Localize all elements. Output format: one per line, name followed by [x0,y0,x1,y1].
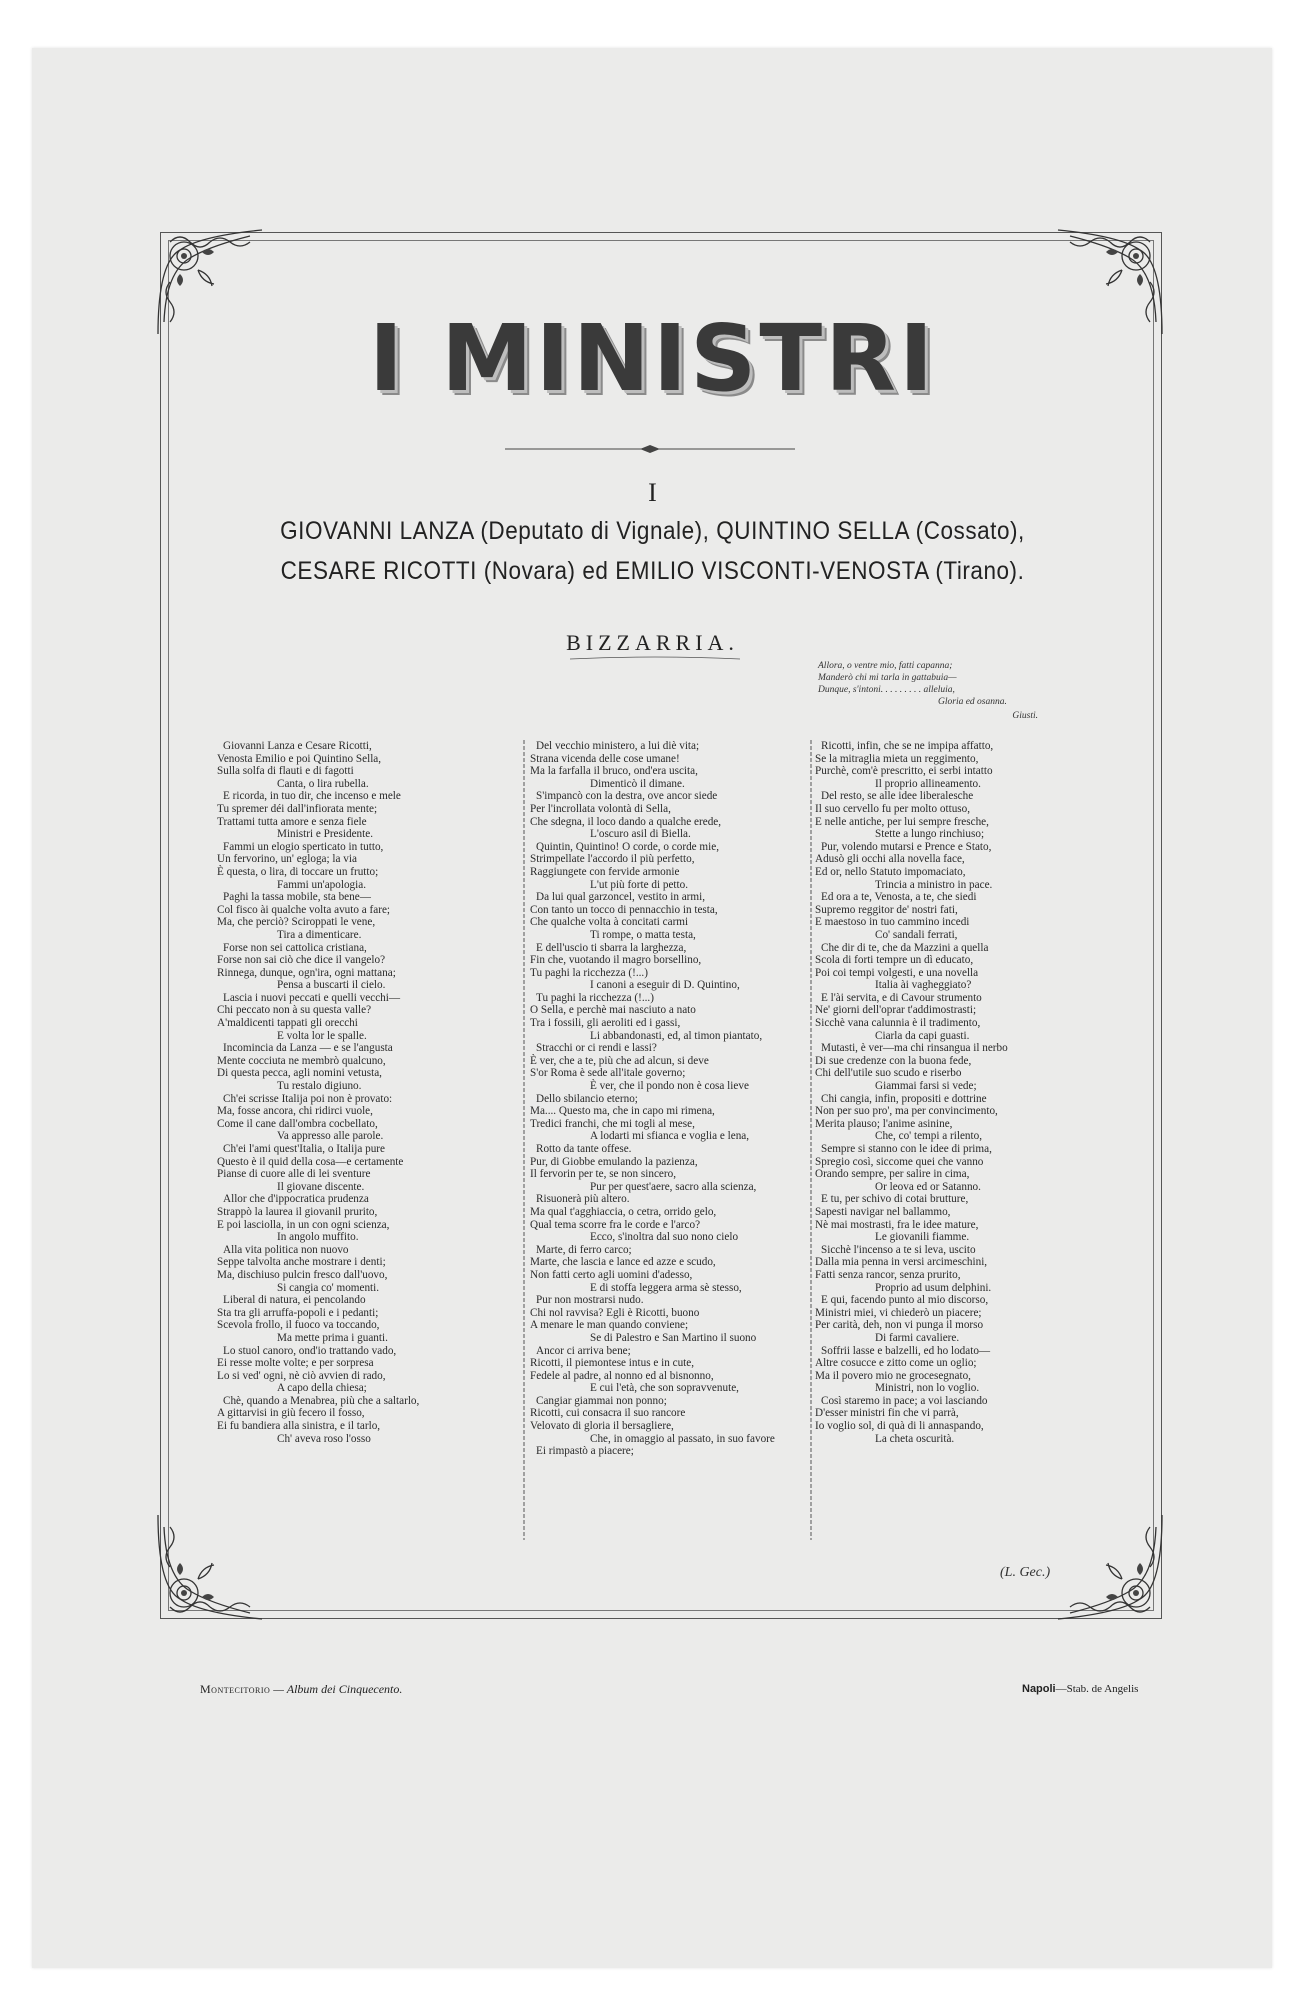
poem-line: Trincia a ministro in pace. [875,878,993,891]
poem-line: Adusò gli occhi alla novella face, [815,853,965,866]
epigraph [818,660,1078,722]
poem-line: E dell'uscio ti sbarra la larghezza, [536,941,687,954]
poem-line: Ch'ei l'ami quest'Italia, o Italija pure [223,1143,386,1155]
poem-line: Altre cosucce e zitto come un oglio; [815,1357,977,1370]
footer-city: Napoli [1022,1683,1056,1695]
poem-column-3 [815,740,1120,1445]
genre-heading: BIZZARRIA. [566,630,739,655]
poem-line: Con tanto un tocco di pennacchio in testa, [530,903,718,916]
poem-line: Ti rompe, o matta testa, [590,928,696,941]
poem-line: Or leova ed or Satanno. [875,1180,981,1193]
poem-line: Scevola frollo, il fuoco va toccando, [217,1319,380,1332]
poem-line: L'oscuro asil di Biella. [590,828,691,841]
poem-line: Ma, che perciò? Sciroppati le vene, [217,916,376,929]
genre-underline [560,656,750,662]
poem-line: E nelle antiche, per lui sempre fresche, [815,815,989,828]
poem-line: Merita plauso; l'anime asinine, [815,1117,953,1130]
poem-line: E maestoso in tuo cammino incedi [815,916,970,929]
poem-line: Ma qual t'agghiaccia, o cetra, orrido gelo, [530,1205,717,1218]
epigraph-line: Dunque, s'intoni. . . . . . . . . alleluia, [818,685,955,695]
poem-line: Liberal di natura, ei pencolando [223,1294,366,1307]
column-separator [523,740,525,1540]
poem-line: Che, co' tempi a rilento, [875,1130,983,1143]
poem-line: Fammi un'apologia. [277,878,367,891]
poem-line: Per l'incrollata volontà di Sella, [530,802,671,815]
poem-line: Co' sandali ferrati, [875,928,958,941]
poem-line: È ver, che il pondo non è cosa lieve [590,1080,749,1093]
poem-line: Marte, di ferro carco; [536,1243,632,1256]
poem-line: È questa, o lira, di toccare un frutto; [217,865,379,878]
subtitle-line-2: CESARE RICOTTI (Novara) ed EMILIO VISCONTI-VENOSTA (Tirano). [280,557,1025,585]
poem-line: Spregio così, siccome quei che vanno [815,1155,984,1168]
poem-column-2 [530,740,835,1458]
footer-place: Montecitorio [200,1682,271,1696]
poem-line: D'esser ministri fin che vi parrà, [815,1407,959,1420]
poem-line: Ma mette prima i guanti. [277,1331,388,1344]
poem-line: Come il cane dall'ombra cocbellato, [217,1117,378,1130]
poem-line: Chi peccato non à su questa valle? [217,1004,372,1017]
author-signature: (L. Gec.) [1000,1565,1051,1580]
poem-line: Ecco, s'inoltra dal suo nono cielo [590,1231,739,1244]
poem-line: Venosta Emilio e poi Quintino Sella, [217,752,382,765]
poem-line: Ma il povero mio ne grocesegnato, [815,1369,971,1382]
poem-line: Giovanni Lanza e Cesare Ricotti, [223,740,372,752]
poem-line: Ed or, nello Statuto impomaciato, [815,865,966,878]
poem-line: Giammai farsi si vede; [875,1080,977,1093]
poem-line: Ei fu bandiera alla sinistra, e il tarlo, [217,1420,381,1433]
poem-line: Marte, che lascia e lance ed azze e scudo, [530,1256,716,1269]
poem-line: Si cangia co' momenti. [277,1281,380,1294]
poem-line: Pur, di Giobbe emulando la pazienza, [530,1155,698,1168]
poem-line: E volta lor le spalle. [277,1029,367,1042]
poem-line: Canta, o lira rubella. [277,777,369,790]
poem-line: Del vecchio ministero, a lui diè vita; [536,740,700,752]
epigraph-attribution: Giusti. [1012,711,1038,721]
poem-line: Ma.... Questo ma, che in capo mi rimena, [530,1105,715,1118]
poem-line: Col fisco ài qualche volta avuto a fare; [217,903,391,916]
poem-line: Tu paghi la ricchezza (!...) [530,966,648,979]
poem-line: Sta tra gli arruffa-popoli e i pedanti; [217,1306,379,1319]
poem-line: Stracchi or ci rendi e lassi? [536,1042,657,1055]
poem-line: L'ut più forte di petto. [590,878,689,891]
poem-line: Tredici franchi, che mi togli al mese, [530,1117,695,1130]
poem-line: E l'ài servita, e di Cavour strumento [821,991,982,1004]
poem-line: A menare le man quando conviene; [530,1319,689,1332]
poem-line: Se di Palestro e San Martino il suono [590,1331,757,1344]
poem-line: Paghi la tassa mobile, sta bene— [223,891,371,904]
poem-line: Dalla mia penna in versi arcimeschini, [815,1256,988,1269]
poem-line: Fammi un elogio sperticato in tutto, [223,840,384,853]
poem-line: I canoni a eseguir di D. Quintino, [590,979,740,992]
poem-line: Ministri, non lo voglio. [875,1382,980,1395]
poem-line: A gittarvisi in giù fecero il fosso, [217,1407,365,1420]
poem-line: Dello sbilancio eterno; [536,1092,638,1105]
poem-line: Tu spremer déi dall'infiorata mente; [217,802,378,815]
poem-line: Tu restalo digiuno. [277,1080,362,1093]
poem-line: Ancor ci arriva bene; [536,1344,631,1357]
poem-line: Che sdegna, il loco dando a qualche erede, [530,815,722,828]
poem-line: Di questa pecca, agli nomini vetusta, [217,1067,382,1080]
poem-line: È ver, che a te, più che ad alcun, si deve [530,1054,709,1067]
poem-line: Qual tema scorre fra le corde e l'arco? [530,1218,701,1231]
poem-line: Un fervorino, un' egloga; la via [217,853,357,866]
poem-line: Mente cocciuta ne membrò qualcuno, [217,1054,386,1067]
poem-line: Sulla solfa di flauti e di fagotti [217,765,354,778]
poem-line: A capo della chiesa; [277,1382,367,1395]
poem-line: E poi lasciolla, in un con ogni scienza, [217,1218,390,1231]
poem-line: Orando sempre, per salire in cima, [815,1168,970,1181]
poem-line: Rinnega, dunque, ogn'ira, ogni mattana; [217,966,396,979]
poem-line: Ed ora a te, Venosta, a te, che siedi [821,891,977,904]
corner-ornament-icon [150,1507,270,1627]
poem-line: Incomincia da Lanza — e se l'angusta [223,1042,393,1055]
poem-line: Ch' aveva roso l'osso [277,1432,371,1445]
poem-line: Strana vicenda delle cose umane! [530,752,680,765]
poem-line: Tu paghi la ricchezza (!...) [536,991,654,1004]
footer-album: — Album dei Cinquecento. [273,1682,403,1696]
section-number: I [648,478,657,507]
poem-line: E di stoffa leggera arma sè stesso, [590,1281,742,1294]
poem-line: Proprio ad usum delphini. [875,1281,992,1294]
poem-line: Li abbandonasti, ed, al timon piantato, [590,1029,763,1042]
poem-line: La cheta oscurità. [875,1432,955,1445]
title-divider [505,444,795,454]
poem-line: Strimpellate l'accordo il più perfetto, [530,853,695,866]
poem-line: Questo è il quid della cosa—e certamente [217,1155,404,1168]
poem-line: Così staremo in pace; a voi lasciando [821,1394,988,1407]
poem-line: Scola di forti tempre un dì educato, [815,954,974,967]
poem-line: Pur per quest'aere, sacro alla scienza, [590,1180,757,1193]
poem-line: Sapesti navigar nel ballammo, [815,1205,951,1218]
poem-line: Di sue credenze con la buona fede, [815,1054,972,1067]
poem-line: Purchè, com'è prescritto, ei serbi intatto [815,765,993,778]
poem-line: Che dir di te, che da Mazzini a quella [821,941,989,954]
poem-line: Ministri miei, vi chiederò un piacere; [815,1306,982,1319]
poem-line: Risuonerà più altero. [536,1193,630,1206]
poem-line: In angolo muffito. [277,1231,359,1244]
poem-line: S'impancò con la destra, ove ancor siede [536,790,718,803]
poem-line: Chi dell'utile suo scudo e riserbo [815,1067,962,1080]
corner-ornament-icon [1050,1507,1170,1627]
poem-line: Il fervorin per te, se non sincero, [530,1168,677,1181]
poem-line: Cangiar giammai non ponno; [536,1394,667,1407]
poem-line: Lascia i nuovi peccati e quelli vecchi— [223,991,401,1004]
poem-line: Trattami tutta amore e senza fiele [217,815,367,828]
poem-line: Di farmi cavaliere. [875,1331,960,1344]
poem-line: Dimenticò il dimane. [590,777,685,790]
poem-line: Pur, volendo mutarsi e Prence e Stato, [821,840,992,853]
poem-line: Ricotti, il piemontese intus e in cute, [530,1357,695,1370]
footer-printer [1022,1683,1138,1695]
poem-line: Pensa a buscarti il cielo. [277,979,386,992]
poem-line: Fin che, vuotando il magro borsellino, [530,954,702,967]
poem-line: Supremo reggitor de' nostri fati, [815,903,958,916]
poem-line: Ei resse molte volte; e per sorpresa [217,1357,374,1370]
poem-line: Chè, quando a Menabrea, più che a saltarlo, [223,1394,420,1407]
poem-line: Per carità, deh, non vi punga il morso [815,1319,984,1332]
poem-line: Velovato di gloria il bersagliere, [530,1420,674,1433]
poem-line: Forse non sai ciò che dice il vangelo? [217,954,386,967]
poem-line: Il proprio allineamento. [875,777,981,790]
subtitle-line-1: GIOVANNI LANZA (Deputato di Vignale), QUINTINO SELLA (Cossato), [280,517,1025,545]
poem-line: Allor che d'ippocratica prudenza [223,1193,369,1206]
poem-line: Il giovane discente. [277,1180,365,1193]
poem-line: Ne' giorni dell'oprar t'addimostrasti; [815,1004,977,1017]
poem-line: Quintin, Quintino! O corde, o corde mie, [536,840,719,853]
poem-line: Raggiungete con fervide armonie [530,865,680,878]
poem-line: Pianse di cuore alle di lei sventure [217,1168,371,1181]
poem-column-1 [217,740,522,1445]
poem-line: Da lui qual garzoncel, vestito in armi, [536,891,706,904]
poem-line: Che qualche volta à concitati carmi [530,916,689,929]
poem-line: Ciarla da capi guasti. [875,1029,970,1042]
poem-line: Del resto, se alle idee liberalesche [821,790,974,803]
poem-line: Alla vita politica non nuovo [223,1243,349,1256]
poem-line: E cui l'età, che son sopravvenute, [590,1382,739,1395]
poem-line: Ministri e Presidente. [277,828,374,841]
poem-line: Ricotti, infin, che se ne impipa affatto, [821,740,994,752]
poem-line: Lo si ved' ogni, nè ciò avvien di rado, [217,1369,386,1382]
poem-line: Pur non mostrarsi nudo. [536,1294,644,1307]
poem-line: Ricotti, cui consacra il suo rancore [530,1407,686,1420]
poem-line: Stette a lungo rinchiuso; [875,828,985,841]
poem-line: Io voglio sol, di quà di li annaspando, [815,1420,984,1433]
poem-line: Non fatti certo agli uomini d'adesso, [530,1268,693,1281]
footer-publication [200,1682,402,1697]
poem-line: Tira a dimenticare. [277,928,362,941]
poem-line: Strappò la laurea il giovanil prurito, [217,1205,378,1218]
poem-line: Chi cangia, infin, propositi e dottrine [821,1092,987,1105]
poem-line: Lo stuol canoro, ond'io trattando vado, [223,1344,397,1357]
poem-line: O Sella, e perchè mai nasciuto a nato [530,1004,696,1017]
poem-line: Chi nol ravvisa? Egli è Ricotti, buono [530,1306,700,1319]
poem-line: Le giovanili fiamme. [875,1231,970,1244]
poem-line: A'maldicenti tappati gli orecchi [217,1017,358,1030]
poem-line: Sicchè vana calunnia è il tradimento, [815,1017,981,1030]
poem-line: Mutasti, è ver—ma chi rinsangua il nerbo [821,1042,1008,1055]
poem-line: Nè mai mostrasti, fra le idee mature, [815,1218,979,1231]
poem-line: Fedele al padre, al nonno ed al bisnonno, [530,1369,714,1382]
poem-line: Non per suo pro', ma per convincimento, [815,1105,998,1118]
poem-line: Fatti senza rancor, senza prurito, [815,1268,961,1281]
footer-press: —Stab. de Angelis [1055,1683,1139,1695]
poem-line: Se la mitraglia mieta un reggimento, [815,752,979,765]
column-separator [810,740,812,1540]
poem-line: Soffrii lasse e balzelli, ed ho lodato— [821,1344,991,1357]
poem-line: Italia ài vagheggiato? [875,979,972,992]
epigraph-line: Gloria ed osanna. [938,697,1007,707]
poem-line: Forse non sei cattolica cristiana, [223,941,367,954]
page-title: I MINISTRI [368,305,937,412]
poem-line: Ma, dischiuso pulcin fresco dall'uovo, [217,1268,388,1281]
epigraph-line: Manderò chi mi tarla in gattabuia— [818,673,957,683]
poem-line: E qui, facendo punto al mio discorso, [821,1294,989,1307]
poem-line: Rotto da tante offese. [536,1143,632,1155]
poem-line: Poi coi tempi volgesti, e una novella [815,966,979,979]
poem-line: Seppe talvolta anche mostrare i denti; [217,1256,386,1269]
poem-line: Ei rimpastò a piacere; [536,1445,634,1458]
poem-line: Ma la farfalla il bruco, ond'era uscita, [530,765,698,778]
poem-line: Ch'ei scrisse Italija poi non è provato: [223,1092,393,1105]
epigraph-line: Allora, o ventre mio, fatti capanna; [818,661,953,671]
poem-line: S'or Roma è sede all'itale governo; [530,1067,686,1080]
poem-line: Il suo cervello fu per molto ottuso, [815,802,971,815]
poem-line: Sicchè l'incenso a te si leva, uscito [821,1243,976,1256]
poem-line: E ricorda, in tuo dir, che incenso e mele [223,790,401,803]
poem-line: Che, in omaggio al passato, in suo favore [590,1432,775,1445]
poem-line: Sempre si stanno con le idee di prima, [821,1143,992,1155]
poem-line: Tra i fossili, gli aeroliti ed i gassi, [530,1017,681,1030]
poem-line: E tu, per schivo di cotai brutture, [821,1193,969,1206]
poem-line: A lodarti mi sfianca e voglia e lena, [590,1130,750,1143]
poem-line: Va appresso alle parole. [277,1130,384,1143]
poem-line: Ma, fosse ancora, chi ridirci vuole, [217,1105,373,1118]
